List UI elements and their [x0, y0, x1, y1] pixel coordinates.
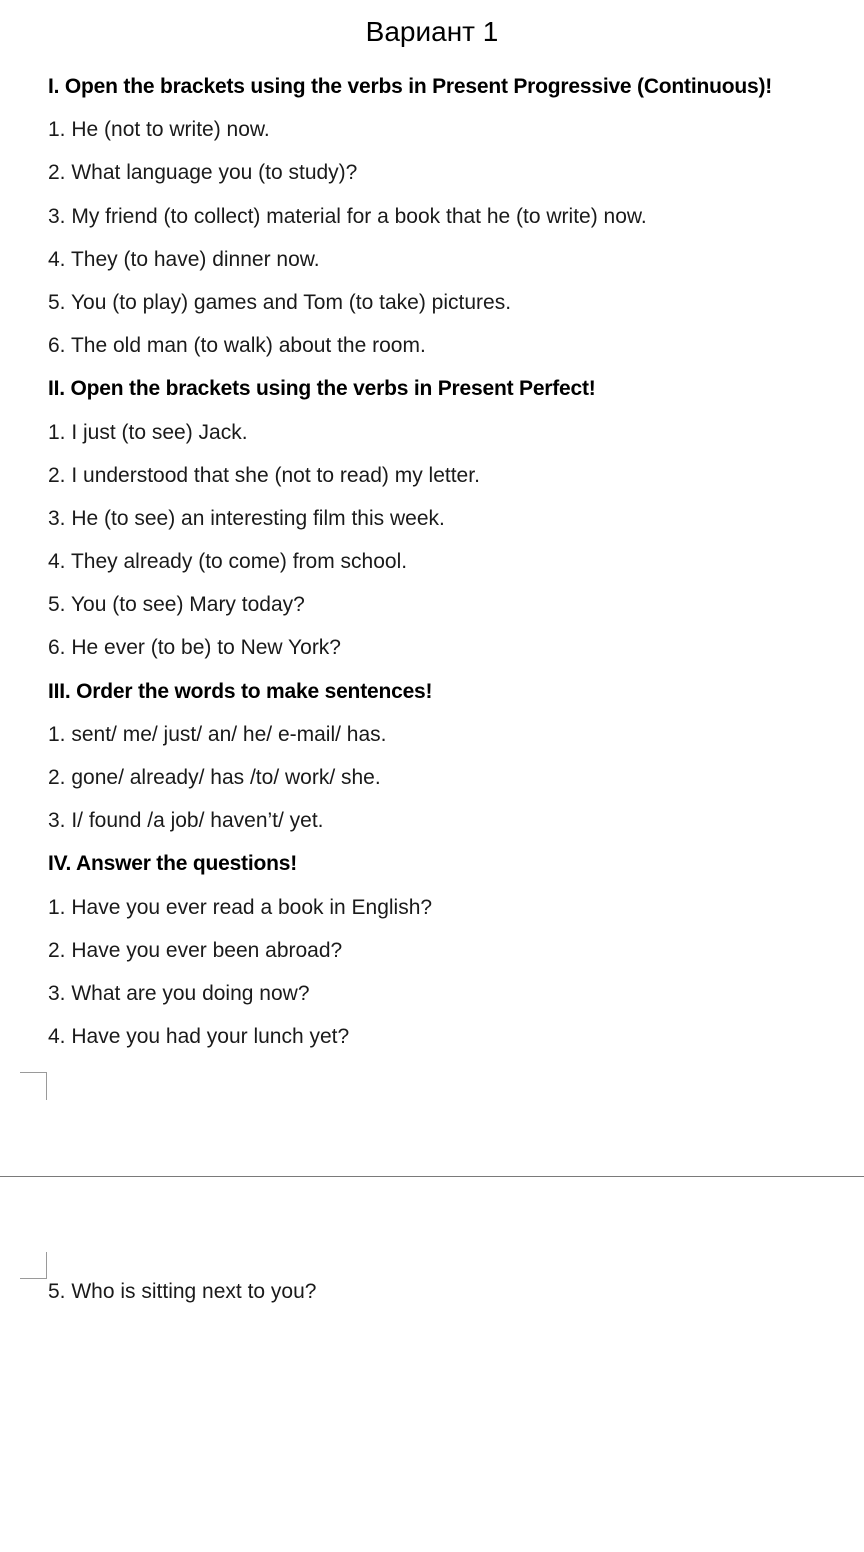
- page-title: Вариант 1: [365, 16, 499, 47]
- exercise-list: [48, 70, 848, 1063]
- margin-corner-mark: [20, 1252, 47, 1279]
- exercise-item: 6. He ever (to be) to New York?: [48, 636, 341, 660]
- exercise-item: 1. Have you ever read a book in English?: [48, 895, 433, 919]
- margin-corner-mark: [20, 1072, 47, 1100]
- section-heading: IV. Answer the questions!: [48, 852, 297, 876]
- exercise-item: 3. He (to see) an interesting film this week.: [48, 506, 445, 530]
- section-heading: III. Order the words to make sentences!: [48, 679, 433, 703]
- exercise-item: 3. My friend (to collect) material for a book that he (to write) now.: [48, 204, 647, 228]
- section-heading: I. Open the brackets using the verbs in Present Progressive (Continuous)!: [48, 75, 773, 98]
- exercise-item: 5. You (to play) games and Tom (to take) pictures.: [48, 290, 512, 314]
- exercise-item: 2. What language you (to study)?: [48, 161, 358, 185]
- exercise-item: 5. You (to see) Mary today?: [48, 593, 305, 617]
- section-heading: II. Open the brackets using the verbs in Present Perfect!: [48, 377, 596, 401]
- exercise-item: 4. They (to have) dinner now.: [48, 247, 320, 271]
- exercise-item: 2. Have you ever been abroad?: [48, 938, 343, 962]
- exercise-item: 2. gone/ already/ has /to/ work/ she.: [48, 766, 381, 789]
- exercise-item: 1. sent/ me/ just/ an/ he/ e-mail/ has.: [48, 722, 387, 746]
- exercise-item: 6. The old man (to walk) about the room.: [48, 334, 426, 358]
- exercise-item: 4. They already (to come) from school.: [48, 550, 408, 574]
- exercise-item: 5. Who is sitting next to you?: [48, 1280, 317, 1303]
- exercise-item: 3. What are you doing now?: [48, 981, 310, 1005]
- exercise-item: 2. I understood that she (not to read) my letter.: [48, 463, 480, 487]
- page-separator: [0, 1176, 864, 1177]
- exercise-item: 4. Have you had your lunch yet?: [48, 1025, 350, 1049]
- exercise-item: 1. He (not to write) now.: [48, 118, 270, 142]
- exercise-item: 3. I/ found /a job/ haven’t/ yet.: [48, 809, 324, 833]
- exercise-item: 1. I just (to see) Jack.: [48, 420, 248, 444]
